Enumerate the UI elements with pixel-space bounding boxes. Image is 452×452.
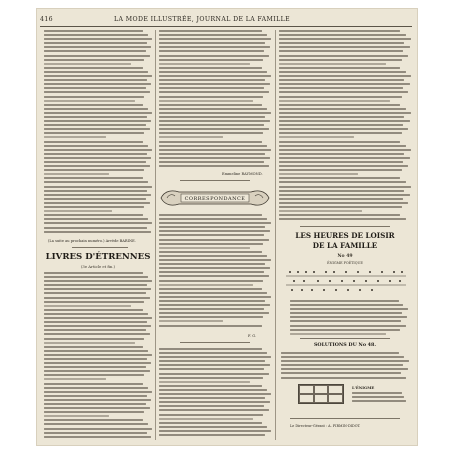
text-line xyxy=(159,381,250,383)
text-line xyxy=(281,360,409,362)
text-line xyxy=(279,34,406,36)
text-line xyxy=(159,141,262,143)
middle-signature: Emmeline RAYMOND. xyxy=(222,172,263,176)
text-line xyxy=(159,96,263,98)
text-line xyxy=(44,67,143,69)
text-line xyxy=(159,251,262,253)
text-line xyxy=(44,75,152,77)
text-line xyxy=(159,409,269,411)
text-line xyxy=(159,325,262,327)
text-line xyxy=(44,358,147,360)
text-line xyxy=(44,96,144,98)
text-line xyxy=(159,243,263,245)
grid-cell xyxy=(314,394,329,403)
text-line xyxy=(44,194,151,196)
text-line xyxy=(44,202,150,204)
text-line xyxy=(279,91,408,93)
text-line xyxy=(279,108,406,110)
text-line xyxy=(159,234,264,236)
footer-separator xyxy=(290,418,400,419)
text-line xyxy=(279,145,406,147)
text-line xyxy=(159,124,264,126)
publisher-line: Le Directeur-Gérant : A. FIRMIN-DIDOT. xyxy=(290,424,361,428)
text-line xyxy=(279,165,408,167)
text-line xyxy=(279,100,390,102)
text-line xyxy=(159,108,267,110)
text-line xyxy=(44,374,144,376)
text-line xyxy=(44,292,146,294)
middle-column-text-top xyxy=(159,30,271,169)
text-line xyxy=(290,325,406,327)
text-line xyxy=(159,300,265,302)
text-line xyxy=(44,222,152,224)
text-line xyxy=(279,75,411,77)
text-line xyxy=(44,370,150,372)
text-line xyxy=(279,120,410,122)
text-line xyxy=(44,165,150,167)
text-line xyxy=(281,364,403,366)
text-line xyxy=(44,428,152,430)
text-line xyxy=(44,313,148,315)
text-line xyxy=(44,83,151,85)
text-line xyxy=(159,63,250,65)
answer-label: L'ÉNIGME xyxy=(352,385,375,390)
text-line xyxy=(279,63,386,65)
text-line xyxy=(44,79,147,81)
text-line xyxy=(159,230,270,232)
text-line xyxy=(44,415,109,417)
text-line xyxy=(44,346,143,348)
text-line xyxy=(290,329,400,331)
text-line xyxy=(159,226,265,228)
left-section-subtitle: (3e Article et fin.) xyxy=(80,264,116,269)
text-line xyxy=(159,296,271,298)
text-line xyxy=(279,30,400,32)
text-line xyxy=(159,83,270,85)
text-line xyxy=(159,356,271,358)
text-line xyxy=(44,288,151,290)
text-line xyxy=(159,34,267,36)
text-line xyxy=(159,422,262,424)
text-line xyxy=(159,267,270,269)
text-line xyxy=(44,391,152,393)
text-line xyxy=(44,378,106,380)
text-line xyxy=(279,149,411,151)
text-line xyxy=(159,284,253,286)
text-line xyxy=(159,348,262,350)
text-line xyxy=(159,87,264,89)
text-line xyxy=(44,87,146,89)
text-line xyxy=(44,362,151,364)
text-line xyxy=(159,393,271,395)
text-line xyxy=(44,305,131,307)
page-header xyxy=(38,16,414,24)
right-column-text-solutions xyxy=(281,352,409,381)
text-line xyxy=(44,301,144,303)
text-line xyxy=(279,71,406,73)
correspondance-banner xyxy=(157,186,273,210)
text-line xyxy=(44,132,144,134)
text-line xyxy=(159,42,265,44)
text-line xyxy=(44,387,148,389)
text-line xyxy=(279,67,400,69)
text-line xyxy=(44,227,147,229)
middle-column-text-foot xyxy=(159,348,271,438)
text-line xyxy=(159,79,265,81)
text-line xyxy=(159,401,270,403)
text-line xyxy=(44,91,150,93)
text-line xyxy=(279,87,403,89)
grid-cell xyxy=(328,385,343,394)
text-line xyxy=(290,304,403,306)
header-rule xyxy=(40,26,412,27)
text-line xyxy=(44,342,135,344)
text-line xyxy=(159,292,267,294)
left-column-text-top xyxy=(44,30,152,235)
text-line xyxy=(44,169,144,171)
text-line xyxy=(159,271,264,273)
text-line xyxy=(159,67,262,69)
text-line xyxy=(279,124,403,126)
text-line xyxy=(159,247,250,249)
text-line xyxy=(44,157,151,159)
grid-cell xyxy=(328,394,343,403)
text-line xyxy=(44,149,152,151)
text-line xyxy=(44,190,147,192)
grid-cell xyxy=(314,385,329,394)
text-line xyxy=(159,385,262,387)
text-line xyxy=(159,304,270,306)
text-line xyxy=(159,161,264,163)
text-line xyxy=(159,55,269,57)
text-line xyxy=(44,145,148,147)
text-line xyxy=(279,128,408,130)
text-line xyxy=(44,432,147,434)
left-column-text-bottom xyxy=(44,272,152,440)
text-line xyxy=(44,153,147,155)
text-line xyxy=(279,141,400,143)
text-line xyxy=(352,392,402,394)
text-line xyxy=(44,436,151,438)
text-line xyxy=(44,55,150,57)
text-line xyxy=(44,309,143,311)
text-line xyxy=(44,325,151,327)
text-line xyxy=(279,46,410,48)
column-rule-2 xyxy=(275,30,276,440)
left-separator xyxy=(72,247,128,248)
text-line xyxy=(279,157,410,159)
text-line xyxy=(159,430,271,432)
text-line xyxy=(279,132,402,134)
text-line xyxy=(159,136,223,138)
text-line xyxy=(44,329,146,331)
right-separator-2 xyxy=(300,338,390,339)
text-line xyxy=(44,206,144,208)
text-line xyxy=(44,50,146,52)
text-line xyxy=(159,104,262,106)
text-line xyxy=(44,395,147,397)
text-line xyxy=(159,214,262,216)
text-line xyxy=(159,153,265,155)
text-line xyxy=(44,403,146,405)
text-line xyxy=(44,419,143,421)
text-line xyxy=(281,372,401,374)
puzzle-notation xyxy=(284,267,408,295)
text-line xyxy=(279,173,358,175)
text-line xyxy=(44,120,151,122)
text-line xyxy=(44,128,150,130)
text-line xyxy=(44,407,150,409)
text-line xyxy=(290,300,399,302)
text-line xyxy=(44,141,143,143)
text-line xyxy=(44,350,148,352)
text-line xyxy=(279,161,403,163)
text-line xyxy=(44,276,148,278)
text-line xyxy=(159,38,271,40)
text-line xyxy=(159,280,263,282)
text-line xyxy=(290,308,408,310)
text-line xyxy=(279,194,410,196)
text-line xyxy=(279,190,404,192)
text-line xyxy=(44,218,148,220)
right-column-text-top xyxy=(279,30,411,222)
text-line xyxy=(44,136,106,138)
text-line xyxy=(159,288,262,290)
text-line xyxy=(44,231,151,233)
text-line xyxy=(281,356,404,358)
text-line xyxy=(290,316,407,318)
text-line xyxy=(44,173,109,175)
text-line xyxy=(279,116,404,118)
text-line xyxy=(159,239,269,241)
left-section-title: LIVRES D'ÉTRENNES xyxy=(45,252,151,262)
right-section-title-line1: LES HEURES DE LOISIR xyxy=(295,231,395,240)
text-line xyxy=(159,132,263,134)
text-line xyxy=(159,157,270,159)
right-separator xyxy=(300,226,390,227)
text-line xyxy=(159,120,270,122)
text-line xyxy=(279,186,411,188)
text-line xyxy=(44,333,150,335)
text-line xyxy=(290,320,401,322)
text-line xyxy=(159,46,270,48)
text-line xyxy=(159,255,267,257)
middle-separator-2 xyxy=(180,342,250,343)
solution-grid xyxy=(298,384,344,404)
text-line xyxy=(159,112,271,114)
text-line xyxy=(279,136,354,138)
middle-closing-initials: F. G. xyxy=(248,334,257,338)
text-line xyxy=(159,426,267,428)
puzzle-number: No 49 xyxy=(337,254,353,259)
solutions-title: SOLUTIONS DU No 48. xyxy=(313,342,377,348)
text-line xyxy=(281,368,408,370)
text-line xyxy=(44,399,151,401)
page-number: 416 xyxy=(40,16,54,23)
puzzle-subtitle: ÉNIGME POÉTIQUE xyxy=(327,261,363,265)
text-line xyxy=(279,38,411,40)
text-line xyxy=(44,198,146,200)
text-line xyxy=(159,128,269,130)
text-line xyxy=(44,214,143,216)
text-line xyxy=(159,165,269,167)
text-line xyxy=(159,414,263,416)
text-line xyxy=(159,100,253,102)
text-line xyxy=(159,418,253,420)
text-line xyxy=(279,50,403,52)
text-line xyxy=(279,42,404,44)
text-line xyxy=(44,108,148,110)
text-line xyxy=(279,55,408,57)
text-line xyxy=(279,104,400,106)
text-line xyxy=(44,297,150,299)
right-column-text-mid xyxy=(290,300,408,337)
text-line xyxy=(44,321,147,323)
text-line xyxy=(159,91,269,93)
text-line xyxy=(279,218,406,220)
grid-cell xyxy=(299,394,314,403)
text-line xyxy=(44,59,144,61)
text-line xyxy=(44,186,152,188)
text-line xyxy=(279,214,400,216)
text-line xyxy=(44,354,152,356)
text-line xyxy=(44,272,143,274)
text-line xyxy=(44,210,112,212)
text-line xyxy=(279,210,362,212)
text-line xyxy=(279,177,400,179)
text-line xyxy=(44,104,143,106)
text-line xyxy=(279,169,402,171)
text-line xyxy=(159,312,269,314)
text-line xyxy=(44,366,146,368)
text-line xyxy=(159,50,264,52)
text-line xyxy=(159,434,265,436)
text-line xyxy=(159,397,265,399)
text-line xyxy=(159,145,267,147)
text-line xyxy=(44,124,146,126)
text-line xyxy=(44,71,148,73)
text-line xyxy=(279,83,410,85)
text-line xyxy=(352,396,404,398)
text-line xyxy=(44,383,143,385)
text-line xyxy=(44,423,148,425)
left-attribution: (La suite au prochain numéro.) Arvède BARINE. xyxy=(48,239,136,243)
answer-text xyxy=(352,392,406,404)
text-line xyxy=(44,284,147,286)
middle-separator xyxy=(180,180,250,181)
text-line xyxy=(44,181,148,183)
text-line xyxy=(44,338,144,340)
text-line xyxy=(279,112,411,114)
text-line xyxy=(290,312,402,314)
text-line xyxy=(279,153,404,155)
text-line xyxy=(279,206,402,208)
text-line xyxy=(281,352,399,354)
text-line xyxy=(159,308,264,310)
text-line xyxy=(159,71,267,73)
running-title: LA MODE ILLUSTRÉE, JOURNAL DE LA FAMILLE xyxy=(114,16,291,23)
text-line xyxy=(44,280,152,282)
text-line xyxy=(159,316,263,318)
text-line xyxy=(44,42,147,44)
text-line xyxy=(44,411,144,413)
text-line xyxy=(281,377,406,379)
text-line xyxy=(159,352,267,354)
text-line xyxy=(279,181,406,183)
text-line xyxy=(44,317,152,319)
text-line xyxy=(159,373,269,375)
grid-cell xyxy=(299,385,314,394)
text-line xyxy=(352,400,406,402)
text-line xyxy=(279,79,404,81)
text-line xyxy=(44,63,131,65)
column-rule-1 xyxy=(155,30,156,440)
text-line xyxy=(279,59,402,61)
text-line xyxy=(159,360,265,362)
text-line xyxy=(279,198,403,200)
text-line xyxy=(279,96,402,98)
text-line xyxy=(159,275,269,277)
text-line xyxy=(44,34,148,36)
text-line xyxy=(44,116,147,118)
text-line xyxy=(44,30,143,32)
text-line xyxy=(159,377,263,379)
text-line xyxy=(44,161,146,163)
text-line xyxy=(159,222,271,224)
text-line xyxy=(159,116,265,118)
text-line xyxy=(44,38,152,40)
text-line xyxy=(159,405,264,407)
text-line xyxy=(159,75,271,77)
text-line xyxy=(159,263,265,265)
text-line xyxy=(159,30,262,32)
text-line xyxy=(159,218,267,220)
banner-title: CORRESPONDANCE xyxy=(184,196,246,203)
text-line xyxy=(279,202,408,204)
text-line xyxy=(159,59,263,61)
text-line xyxy=(290,333,386,335)
text-line xyxy=(159,320,223,322)
right-section-title-line2: DE LA FAMILLE xyxy=(312,241,378,250)
text-line xyxy=(159,389,267,391)
text-line xyxy=(44,177,143,179)
text-line xyxy=(159,149,271,151)
text-line xyxy=(44,100,135,102)
text-line xyxy=(159,368,264,370)
text-line xyxy=(44,46,151,48)
text-line xyxy=(159,364,270,366)
middle-column-text-bottom xyxy=(159,214,271,329)
text-line xyxy=(159,259,271,261)
text-line xyxy=(44,112,152,114)
